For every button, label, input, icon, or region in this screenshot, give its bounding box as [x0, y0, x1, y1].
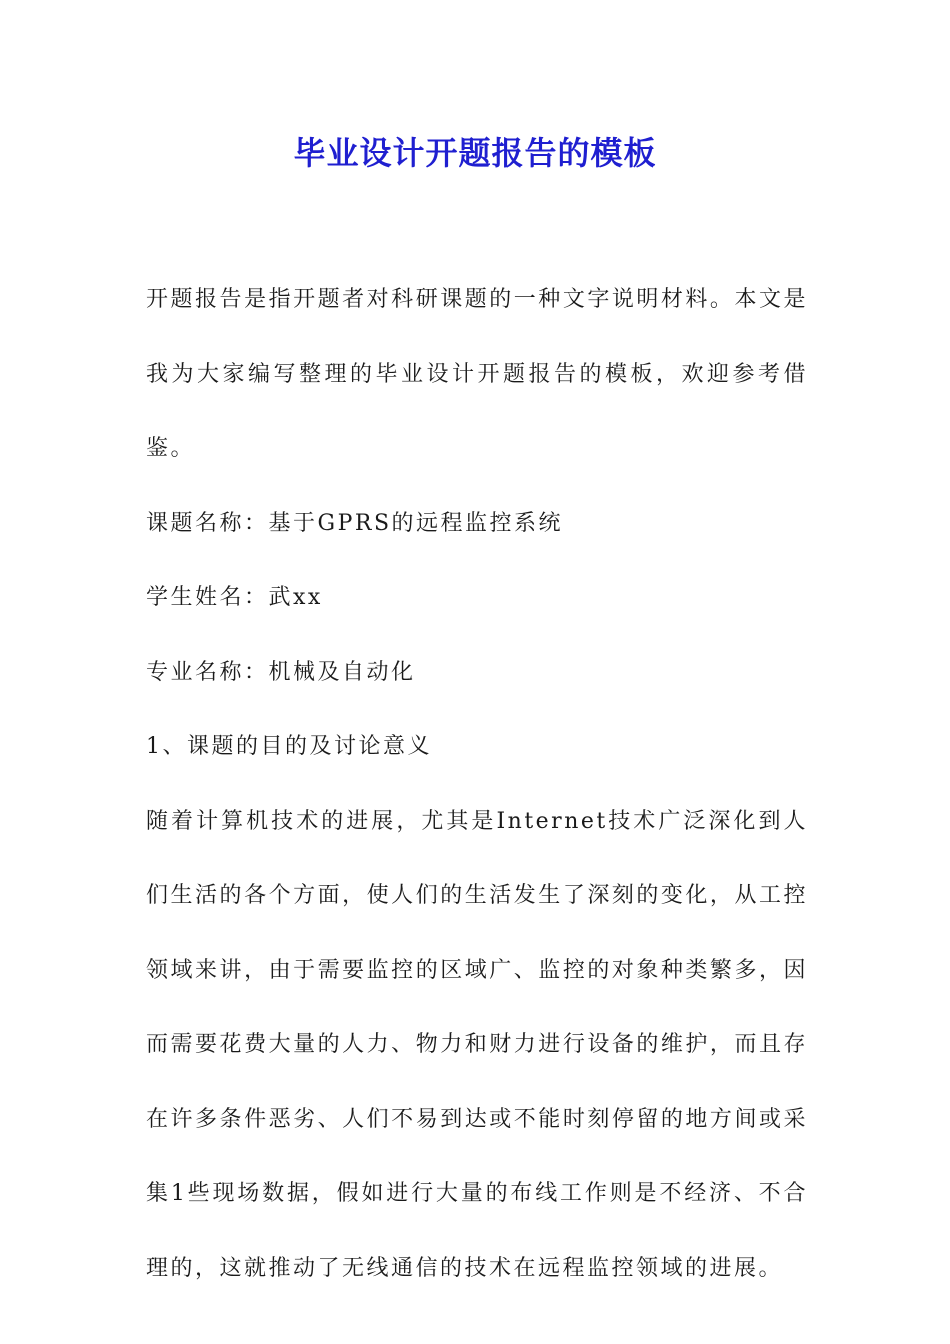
section-heading: 1、课题的目的及讨论意义: [146, 734, 432, 759]
document-body: [146, 263, 808, 1306]
document-title: 毕业设计开题报告的模板: [293, 134, 657, 172]
topic-name-line: 课题名称：基于GPRS的远程监控系统: [146, 510, 564, 536]
intro-paragraph: 开题报告是指开题者对科研课题的一种文字说明材料。本文是我为大家编写整理的毕业设计开题报告的模板，欢迎参考借鉴。: [146, 287, 808, 461]
student-name-line: 学生姓名：武xx: [146, 585, 323, 610]
major-name-line: 专业名称：机械及自动化: [146, 659, 416, 685]
body-paragraph: 随着计算机技术的进展，尤其是Internet技术广泛深化到人们生活的各个方面，使人们的生活发生了深刻的变化，从工控领域来讲，由于需要监控的区域广、监控的对象种类繁多，因而需要花费大量的人力、物力和财力进行设备的维护，而且存在许多条件恶劣、人们不易到达或不能时刻停留的地方间或采集1些现场数据，假如进行大量的布线工作则是不经济、不合理的，这就推动了无线通信的技术在远程监控领域的进展。: [146, 808, 808, 1281]
